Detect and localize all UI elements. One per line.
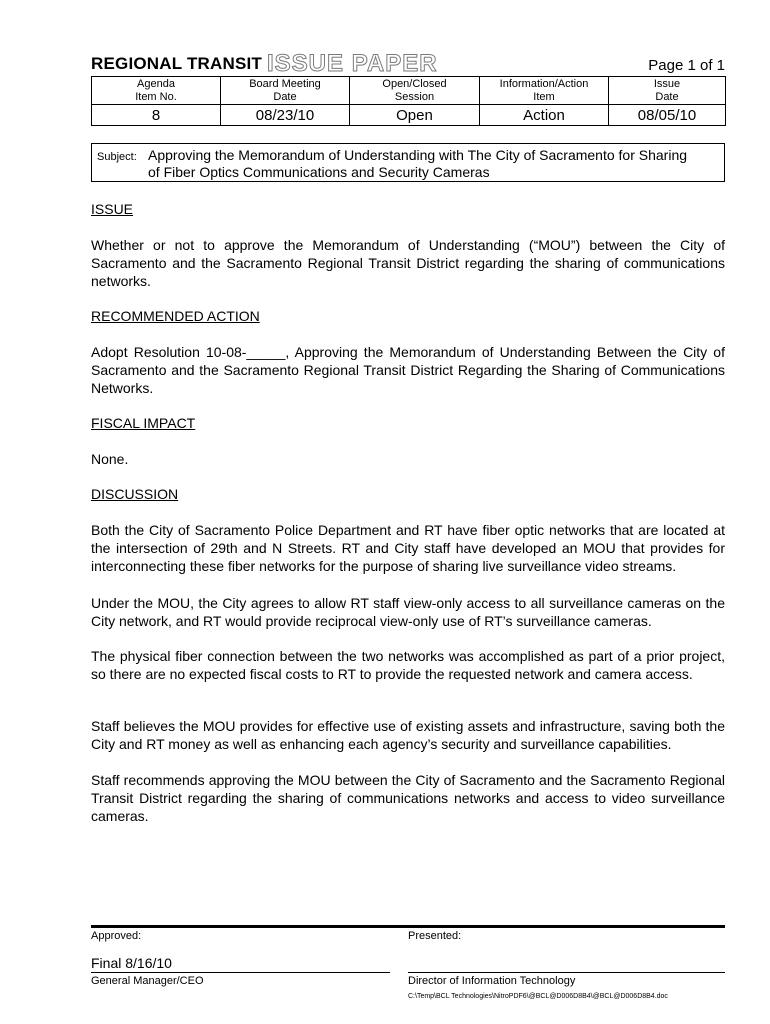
header-line: Issue — [653, 77, 681, 90]
issue-text: Whether or not to approve the Memorandum of Understanding (“MOU”) between the City of Sacramento and the Sacramento Regional Transit District regarding the sharing of communications networks. — [91, 237, 725, 289]
footer-divider — [91, 925, 725, 928]
discussion-paragraph: Staff believes the MOU provides for effective use of existing assets and infrastructure, saving both the City and RT money as well as enhancing each agency’s security and surveillance capabilities. — [91, 718, 725, 752]
agenda-item-header — [92, 77, 221, 105]
presenter-title: Director of Information Technology — [408, 975, 576, 987]
subject-box — [91, 143, 725, 182]
fiscal-impact-text: None. — [91, 451, 129, 467]
header-line: Item — [533, 90, 555, 103]
doc-type-title: ISSUE PAPER — [267, 50, 438, 77]
info-action-value: Action — [480, 105, 609, 126]
page-number: Page 1 of 1 — [648, 57, 725, 74]
header-line: Open/Closed — [382, 77, 447, 90]
approver-signature-line — [91, 972, 390, 973]
approver-title: General Manager/CEO — [91, 975, 204, 987]
agenda-info-table — [91, 76, 726, 126]
fiscal-impact-heading: FISCAL IMPACT — [91, 415, 196, 431]
info-action-header — [480, 77, 609, 105]
discussion-paragraph: Both the City of Sacramento Police Department and RT have fiber optic networks that are located at the intersection of 29th and N Streets. RT and City staff have developed an MOU that provides for interconnecting these fiber networks for the purpose of sharing live surveillance video streams. — [91, 522, 725, 574]
final-date: Final 8/16/10 — [91, 955, 172, 971]
header-line: Information/Action — [499, 77, 589, 90]
subject-text — [148, 147, 718, 181]
subject-line-2: of Fiber Optics Communications and Security Cameras — [148, 164, 490, 180]
header-line: Date — [655, 90, 679, 103]
approved-label: Approved: — [91, 930, 142, 942]
issue-date-value: 08/05/10 — [609, 105, 726, 126]
document-header — [91, 50, 725, 78]
discussion-paragraph: Under the MOU, the City agrees to allow RT staff view-only access to all surveillance cameras on the City network, and RT would provide reciprocal view-only use of RT’s surveillance cameras. — [91, 595, 725, 629]
meeting-date-value: 08/23/10 — [221, 105, 350, 126]
header-line: Date — [273, 90, 297, 103]
header-line: Session — [394, 90, 435, 103]
info-table-value-row — [92, 105, 726, 126]
recommended-action-heading: RECOMMENDED ACTION — [91, 308, 260, 324]
file-path: C:\Temp\BCL Technologies\NitroPDF6\@BCL@D006D8B4\@BCL@D006D8B4.doc — [408, 993, 668, 1000]
subject-line-1: Approving the Memorandum of Understanding with The City of Sacramento for Sharing — [148, 147, 688, 163]
recommended-action-text: Adopt Resolution 10-08-_____, Approving the Memorandum of Understanding Between the City of Sacramento and the Sacramento Regional Transit District Regarding the Sharing of Communications Networks. — [91, 344, 725, 396]
presenter-signature-line — [408, 972, 725, 973]
org-title: REGIONAL TRANSIT — [91, 54, 263, 73]
discussion-paragraph: Staff recommends approving the MOU between the City of Sacramento and the Sacramento Regional Transit District regarding the sharing of communications networks and access to video surveillance cameras. — [91, 772, 725, 824]
session-header — [350, 77, 480, 105]
discussion-paragraph: The physical fiber connection between the two networks was accomplished as part of a prior project, so there are no expected fiscal costs to RT to provide the requested network and camera access. — [91, 648, 725, 682]
meeting-date-header — [221, 77, 350, 105]
discussion-heading: DISCUSSION — [91, 486, 179, 502]
header-line: Agenda — [137, 77, 175, 90]
presented-label: Presented: — [408, 930, 462, 942]
agenda-item-value: 8 — [92, 105, 221, 126]
header-line: Board Meeting — [249, 77, 321, 90]
session-value: Open — [350, 105, 480, 126]
issue-date-header — [609, 77, 726, 105]
issue-heading: ISSUE — [91, 201, 134, 217]
subject-label: Subject: — [97, 151, 137, 163]
info-table-header-row — [92, 77, 726, 105]
header-line: Item No. — [135, 90, 177, 103]
